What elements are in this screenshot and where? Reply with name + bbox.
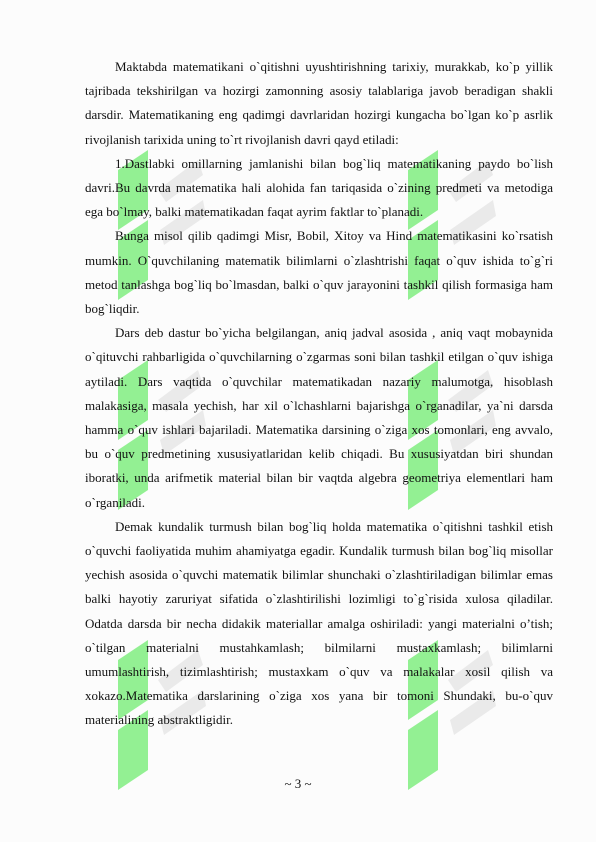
paragraph-2: 1.Dastlabki omillarning jamlanishi bilan bog`liq matematikaning paydo bo`lish davri.Bu davrda matematika hali alohida fan tariqasida o`zining predmeti va metodiga ega bo`lmay, balki matematikadan faqat ayrim faktlar to`planadi. (85, 155, 553, 220)
paragraph-3: Bunga misol qilib qadimgi Misr, Bobil, Xitoy va Hind matematikasini ko`rsatish mumkin. O`quvchilaning matematik bilimlarni o`zlashtrishi faqat o`quv ishida to`g`ri metod tanlashga bog`liq bo`lmasdan, balki o`quv jarayonini tashkil qilish formasiga ham bog`liqdir. (85, 228, 553, 317)
paragraph-4: Dars deb dastur bo`yicha belgilangan, aniq jadval asosida , aniq vaqt mobaynida o`qituvchi rahbarligida o`quvchilarning o`zgarmas soni bilan tashkil etilgan o`quv ishiga aytiladi. Dars vaqtida o`quvchilar matematikadan nazariy malumotga, hisoblash malakasiga, masala yechish, har xil o`lchashlarni bajarishga o`rganadilar, ya`ni darsda hamma o`quv ishlari bajariladi. Matematika darsining o`ziga xos tomonlari, eng avvalo, bu o`quv predmetining xususiyatlaridan kelib chiqadi. Bu xususiyatdan biri shundan iboratki, unda arifmetik material bilan bir vaqtda algebra geometriya elementlari ham o`rganiladi. (85, 325, 553, 510)
paragraph-1: Maktabda matematikani o`qitishni uyushtirishning tarixiy, murakkab, ko`p yillik tajribada tekshirilgan va hozirgi zamonning asosiy talablariga javob beradigan shakli darsdir. Matematikaning eng qadimgi davrlaridan hozirgi kungacha bo`lgan ko`p asrlik rivojlanish tarixida uning to`rt rivojlanish davri qayd etiladi: (85, 59, 553, 147)
page-number: ~ 3 ~ (284, 776, 312, 791)
body-text (85, 55, 553, 733)
paragraph-5: Demak kundalik turmush bilan bog`liq holda matematika o`qitishni tashkil etish o`quvchi faoliyatida muhim ahamiyatga egadir. Kundalik turmush bilan bog`liq misollar yechish asosida o`quvchi matematik bilimlar shunchaki o`zlashtiriladigan bilimlar emas balki hayotiy zaruriyat sifatida o`zlashtirilishi lozimligi to`g`risida xulosa qiladilar. Odatda darsda bir necha didakik materiallar amalga oshiriladi: yangi materialni o’tish; o`tilgan materialni mustahkamlash; bilmilarni mustaxkamlash; bilimlarni umumlashtirish, tizimlashtirish; mustaxkam o`quv va malakalar xosil qilish va xokazo.Matematika darslarining o`ziga xos yana bir tomoni Shundaki, bu-o`quv materialining abstraktligidir. (85, 518, 553, 728)
